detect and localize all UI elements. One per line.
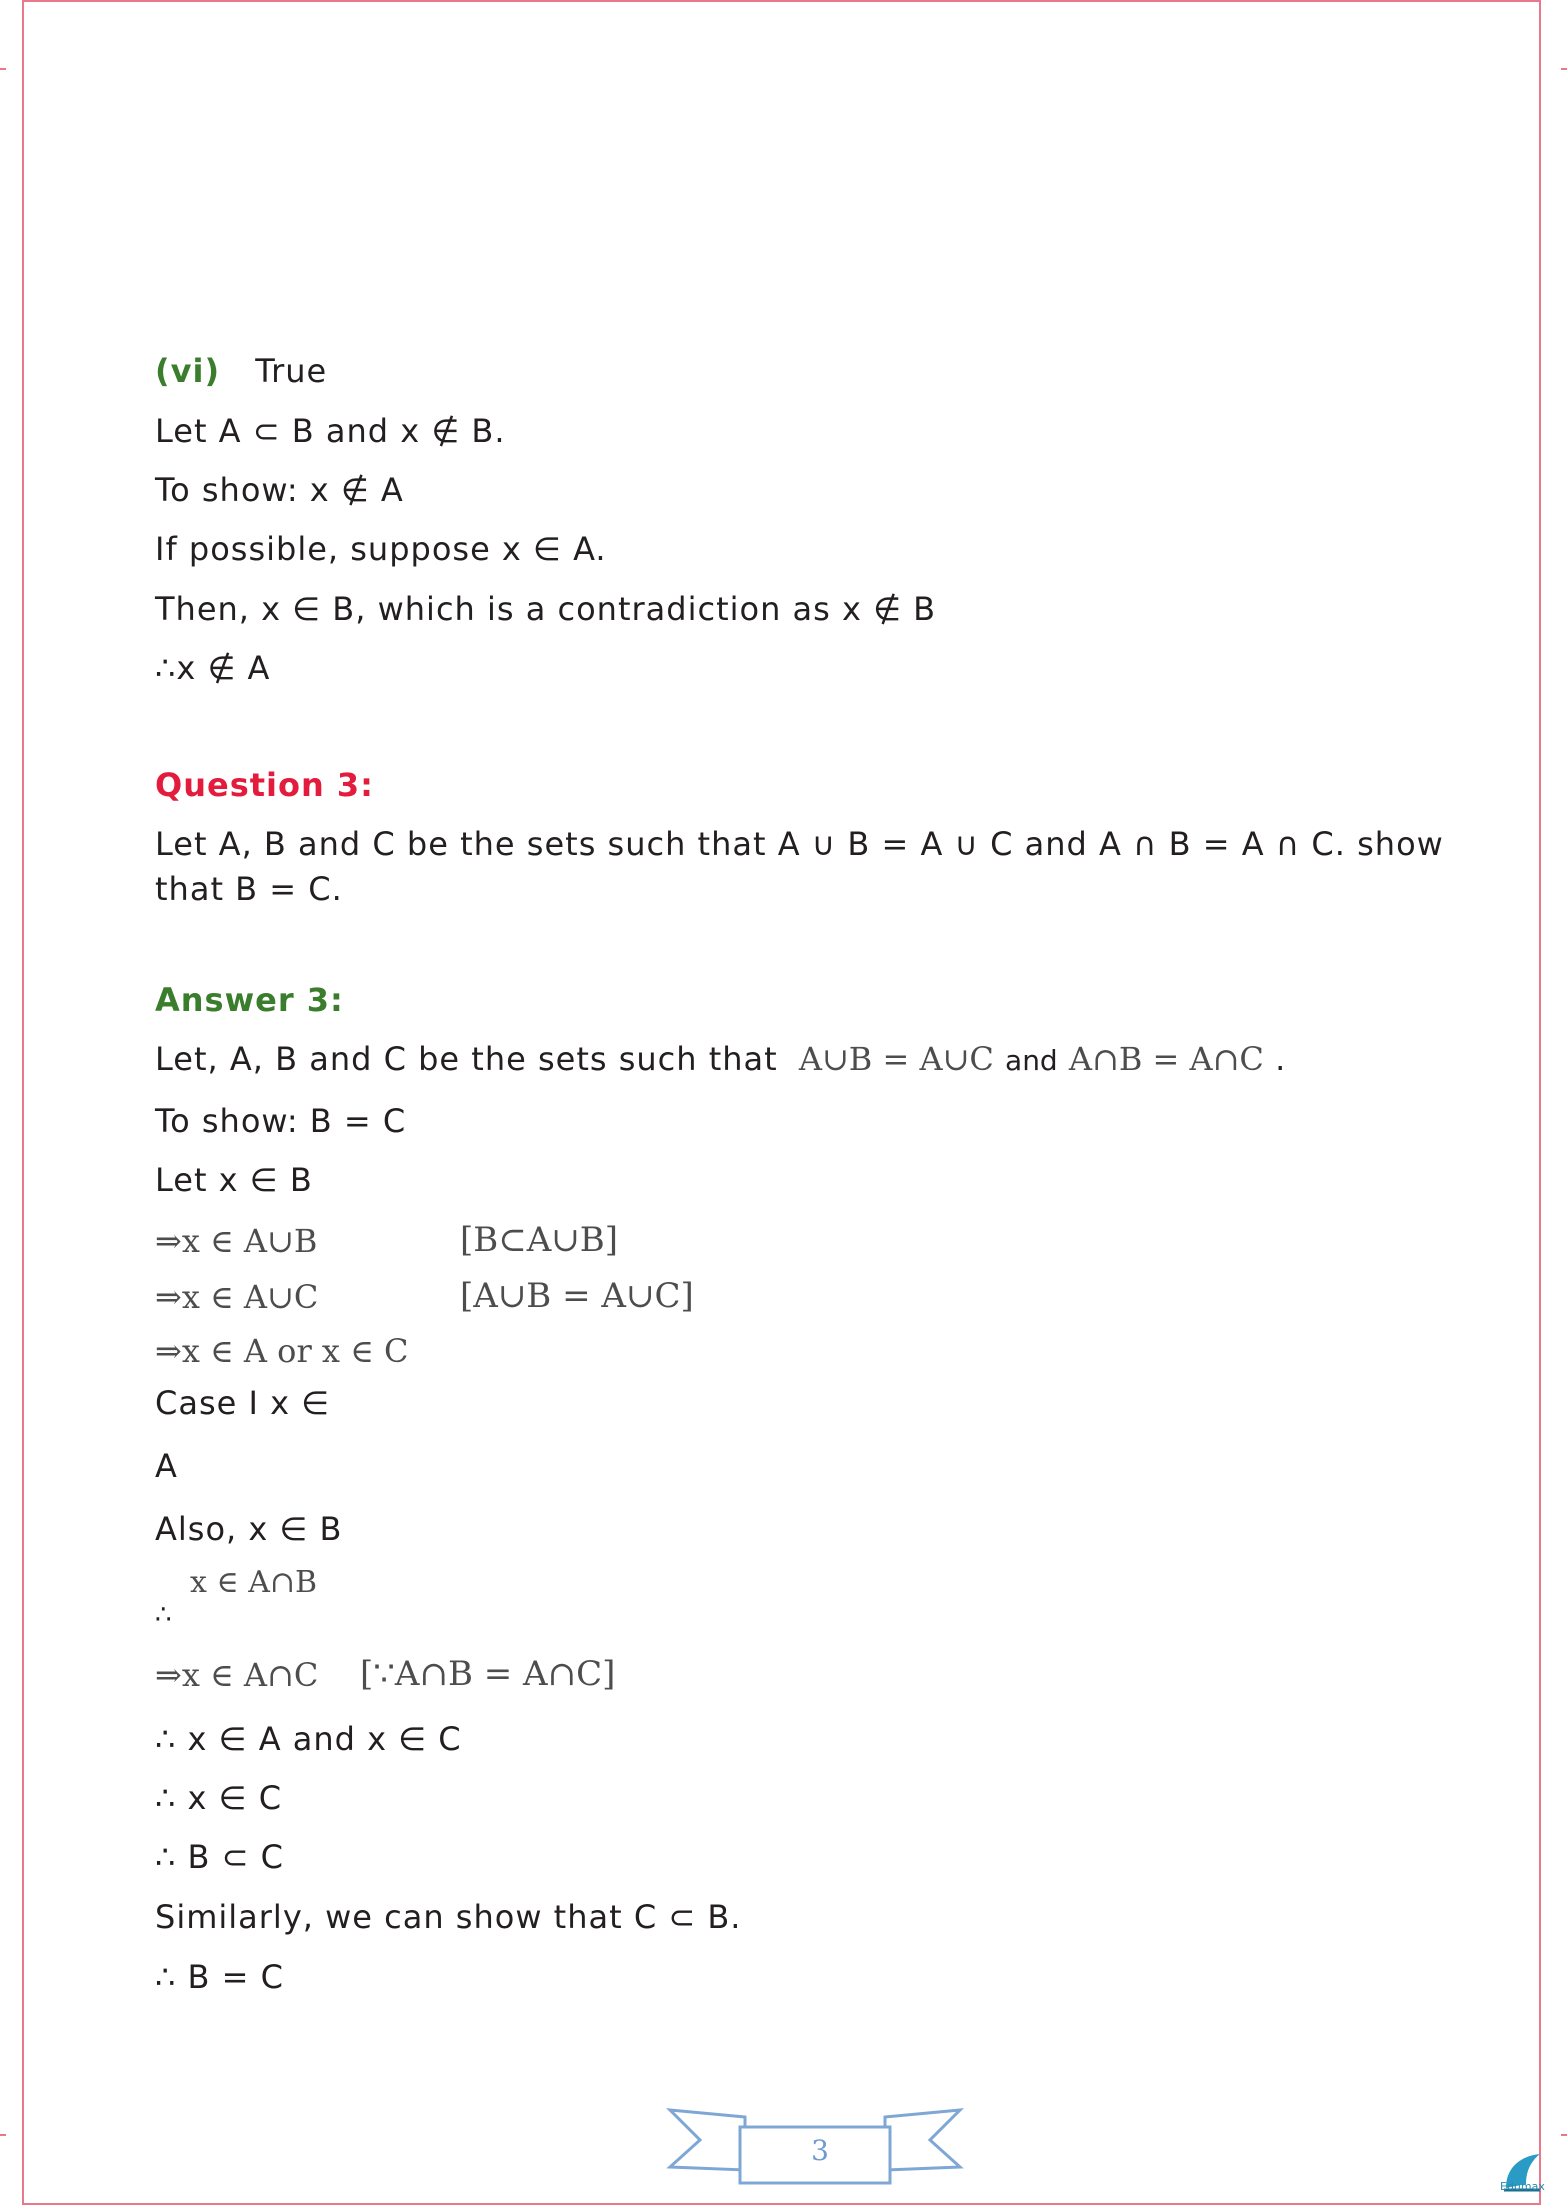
logo-text: Edumax bbox=[1500, 2180, 1545, 2193]
conclusion-line: ∴ x ∈ C bbox=[155, 1779, 283, 1817]
conclusion-line: ∴ B = C bbox=[155, 1958, 284, 1996]
part-vi-verdict: True bbox=[255, 352, 328, 390]
question-heading: Question 3: bbox=[155, 766, 374, 804]
step-expr: ⇒x ∈ A∪B bbox=[155, 1222, 318, 1260]
implies-expr: ⇒x ∈ A∩C bbox=[155, 1656, 319, 1694]
implies-reason: [∵A∩B = A∩C] bbox=[360, 1654, 616, 1694]
answer-intro-and: and bbox=[1005, 1044, 1058, 1077]
answer-intro-text: Let, A, B and C be the sets such that bbox=[155, 1040, 778, 1078]
crop-mark bbox=[1561, 68, 1567, 70]
answer-intro-end: . bbox=[1275, 1040, 1287, 1078]
answer-heading: Answer 3: bbox=[155, 981, 344, 1019]
case-label: Case I x ∈ bbox=[155, 1384, 331, 1422]
page-number: 3 bbox=[811, 2134, 829, 2167]
step-reason: [B⊂A∪B] bbox=[460, 1220, 619, 1260]
part-vi-line: Then, x ∈ B, which is a contradiction as x ∉ B bbox=[155, 590, 937, 628]
part-vi-line: ∴x ∉ A bbox=[155, 649, 271, 687]
conclusion-line: ∴ B ⊂ C bbox=[155, 1838, 284, 1876]
also-line: Also, x ∈ B bbox=[155, 1510, 343, 1548]
crop-mark bbox=[0, 2134, 6, 2136]
part-vi-header bbox=[155, 352, 327, 390]
conclusion-line: Similarly, we can show that C ⊂ B. bbox=[155, 1898, 742, 1936]
step-reason: [A∪B = A∪C] bbox=[460, 1276, 694, 1316]
answer-to-show: To show: B = C bbox=[155, 1102, 407, 1140]
step-expr: ⇒x ∈ A or x ∈ C bbox=[155, 1332, 409, 1370]
step-expr: ⇒x ∈ A∪C bbox=[155, 1278, 319, 1316]
crop-mark bbox=[1561, 2134, 1567, 2136]
question-text: Let A, B and C be the sets such that A ∪ B = A ∪ C and A ∩ B = A ∩ C. show that B = C. bbox=[155, 825, 1444, 908]
case-a: A bbox=[155, 1447, 178, 1485]
part-vi-line: To show: x ∉ A bbox=[155, 471, 404, 509]
part-vi-label: (vi) bbox=[155, 352, 221, 390]
answer-intro-math-1: A∪B = A∪C bbox=[798, 1040, 994, 1078]
part-vi-line: Let A ⊂ B and x ∉ B. bbox=[155, 412, 506, 450]
answer-intro bbox=[155, 1040, 1286, 1078]
answer-intro-math-2: A∩B = A∩C bbox=[1068, 1040, 1264, 1078]
answer-let-x: Let x ∈ B bbox=[155, 1161, 313, 1199]
therefore-symbol: ∴ bbox=[155, 1600, 173, 1630]
conclusion-line: ∴ x ∈ A and x ∈ C bbox=[155, 1720, 462, 1758]
therefore-expr: x ∈ A∩B bbox=[190, 1565, 318, 1600]
part-vi-line: If possible, suppose x ∈ A. bbox=[155, 530, 607, 568]
crop-mark bbox=[0, 68, 6, 70]
